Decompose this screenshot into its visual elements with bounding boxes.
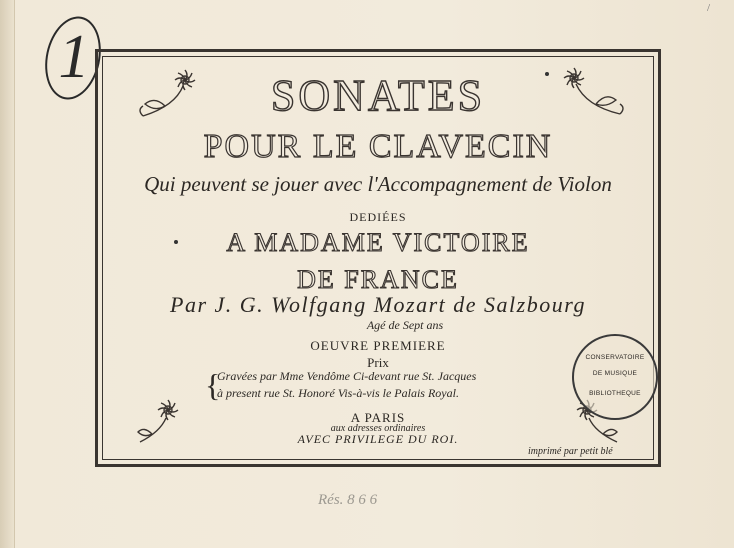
price-label: Prix xyxy=(367,355,389,370)
shelf-mark-number: 1 xyxy=(58,23,90,91)
dedicatee-title: DE FRANCE xyxy=(297,265,459,294)
catalog-number: Rés. 8 6 6 xyxy=(318,492,378,508)
engraver-line-2: à present rue St. Honoré Vis-à-vis le Palais Royal. xyxy=(217,386,459,400)
shelf-mark xyxy=(48,12,100,102)
composer-age: Agé de Sept ans xyxy=(366,318,444,332)
publisher-city: A PARIS xyxy=(350,410,406,425)
composer-line: Par J. G. Wolfgang Mozart de Salzbourg xyxy=(170,292,586,317)
binding-spine xyxy=(0,0,15,548)
dedication-label: DEDIÉES xyxy=(349,210,407,224)
opus-label: OEUVRE PREMIERE xyxy=(310,338,446,353)
corner-mark: / xyxy=(706,2,710,14)
title-sonates: SONATES xyxy=(270,71,486,120)
stamp-line-2: DE MUSIQUE xyxy=(592,370,638,377)
royal-privilege: AVEC PRIVILEGE DU ROI. xyxy=(297,432,459,446)
dedicatee-name: A MADAME VICTOIRE xyxy=(226,228,530,257)
title-pour-le-clavecin: POUR LE CLAVECIN xyxy=(203,128,553,165)
subtitle-accompaniment: Qui peuvent se jouer avec l'Accompagnement de Violon xyxy=(144,172,612,196)
library-stamp xyxy=(572,334,658,420)
printer-note: imprimé par petit blé xyxy=(528,446,613,457)
engraver-brace: { xyxy=(205,367,221,403)
publisher-addresses: aux adresses ordinaires xyxy=(330,423,426,434)
stamp-line-3: BIBLIOTHEQUE xyxy=(589,390,641,397)
stamp-line-1: CONSERVATOIRE xyxy=(585,354,645,361)
engraver-line-1: Gravées par Mme Vendôme Ci-devant rue St. Jacques xyxy=(217,369,477,383)
